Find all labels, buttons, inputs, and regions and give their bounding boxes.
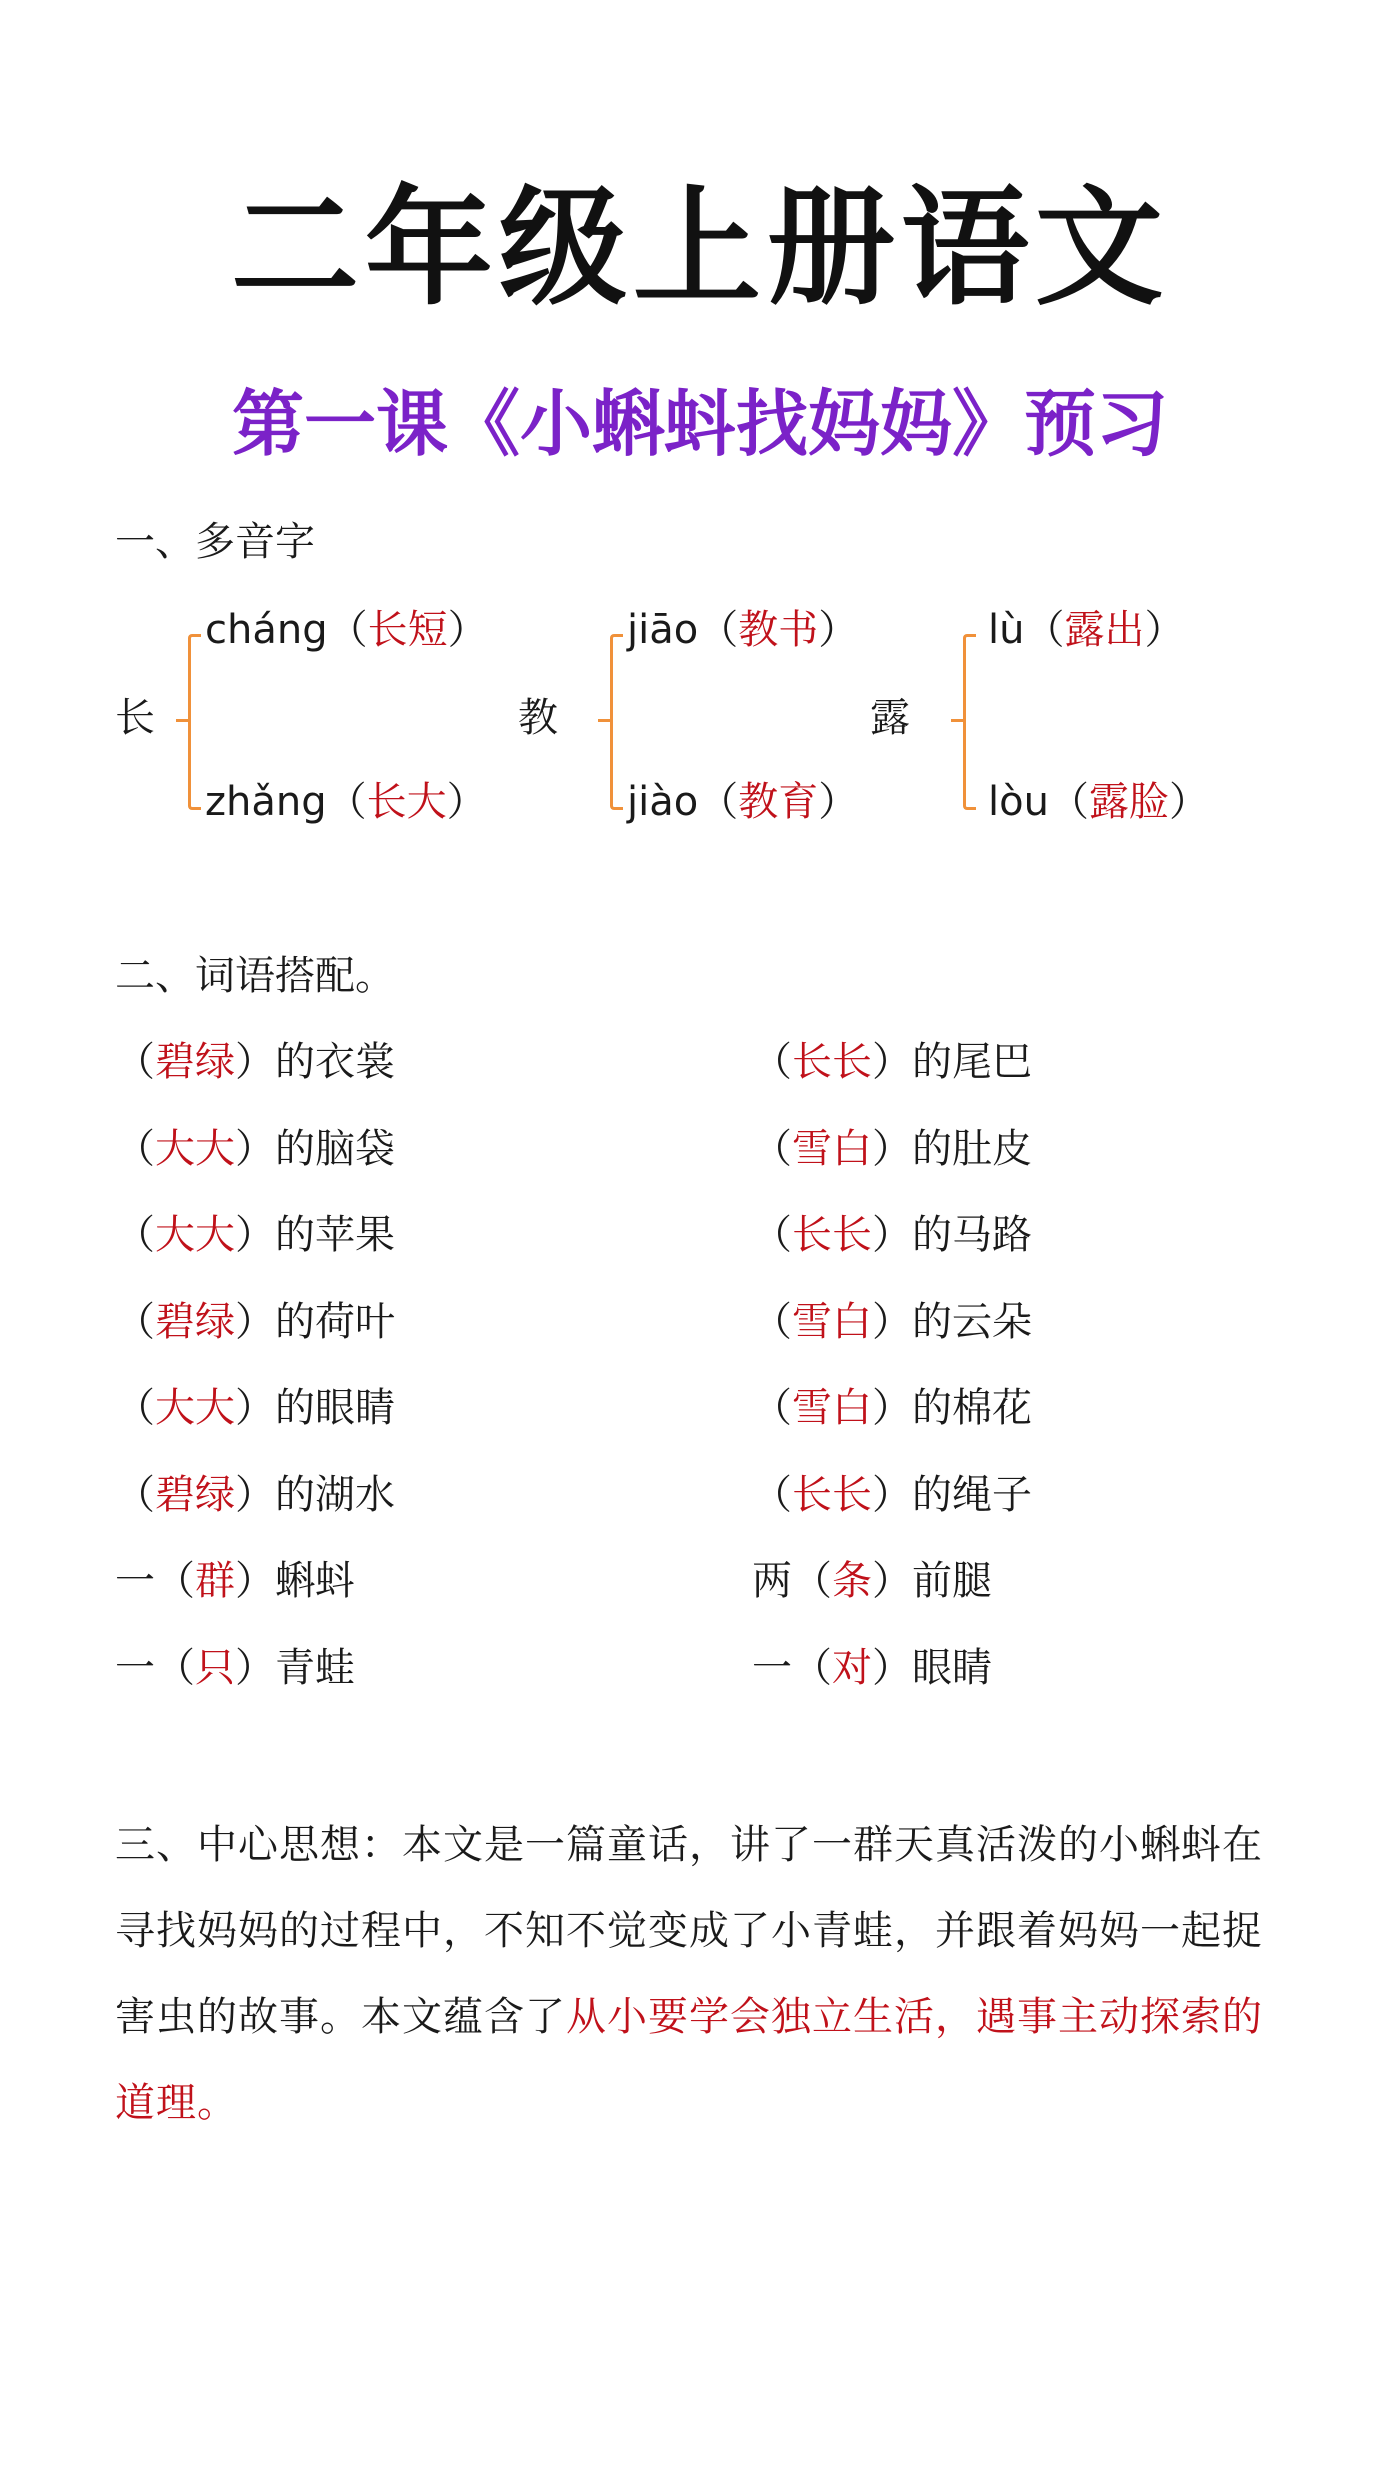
example-word: 长大 xyxy=(366,779,447,825)
polyphone-char: 长 xyxy=(115,695,155,741)
word-pair-left: （碧绿）的衣裳 xyxy=(115,1039,395,1085)
section2-heading: 二、词语搭配。 xyxy=(115,953,395,999)
example-word: 露脸 xyxy=(1088,779,1169,825)
pair-suffix: 的湖水 xyxy=(275,1471,395,1518)
pair-suffix: 的尾巴 xyxy=(912,1039,1032,1085)
reading-2: lòu（露脸） xyxy=(988,779,1209,825)
reading-2: zhǎng（长大） xyxy=(205,779,487,825)
pair-prefix: 一 xyxy=(115,1644,155,1691)
word-pair-right: （雪白）的棉花 xyxy=(752,1385,1032,1431)
word-pair-left: 一（只）青蛙 xyxy=(115,1644,355,1691)
pair-answer: 雪白 xyxy=(792,1298,872,1345)
word-pair-right: （长长）的马路 xyxy=(752,1212,1032,1258)
polyphone-char: 露 xyxy=(870,695,910,741)
pair-answer: 条 xyxy=(832,1558,872,1604)
pair-answer: 只 xyxy=(195,1644,235,1691)
pair-answer: 大大 xyxy=(155,1385,235,1431)
reading-2: jiào（教育） xyxy=(627,779,859,825)
pair-prefix: 一 xyxy=(752,1644,792,1691)
pair-suffix: 的衣裳 xyxy=(275,1039,395,1085)
pair-suffix: 的荷叶 xyxy=(275,1298,395,1345)
pair-suffix: 的棉花 xyxy=(912,1385,1032,1431)
pair-answer: 群 xyxy=(195,1558,235,1604)
pair-suffix: 的苹果 xyxy=(275,1212,395,1258)
central-idea-text: 三、中心思想：本文是一篇童话，讲了一群天真活泼的小蝌蚪在寻找妈妈的过程中，不知不觉变成了小青蛙，并跟着妈妈一起捉害虫的故事。本文蕴含了 xyxy=(115,1822,1263,2040)
section1-heading: 一、多音字 xyxy=(115,519,315,565)
reading-1: lù（露出） xyxy=(988,607,1185,653)
word-pair-left: （大大）的苹果 xyxy=(115,1212,395,1258)
word-pair-right: （长长）的绳子 xyxy=(752,1471,1032,1518)
lesson-subtitle: 第一课《小蝌蚪找妈妈》预习 xyxy=(231,382,1168,466)
pair-suffix: 前腿 xyxy=(912,1558,992,1604)
word-pair-right: （长长）的尾巴 xyxy=(752,1039,1032,1085)
pair-answer: 雪白 xyxy=(792,1125,872,1172)
pinyin: jiāo xyxy=(627,607,699,653)
pinyin: cháng xyxy=(205,607,328,653)
word-pair-left: （碧绿）的荷叶 xyxy=(115,1298,395,1345)
pair-answer: 大大 xyxy=(155,1125,235,1172)
pinyin: lù xyxy=(988,607,1025,653)
bracket-icon xyxy=(188,634,201,810)
pair-suffix: 的云朵 xyxy=(912,1298,1032,1345)
example-word: 教育 xyxy=(738,779,819,825)
pair-answer: 对 xyxy=(832,1644,872,1691)
pair-prefix: 两 xyxy=(752,1558,792,1604)
example-word: 教书 xyxy=(738,607,819,653)
pinyin: zhǎng xyxy=(205,779,327,825)
pair-answer: 碧绿 xyxy=(155,1298,235,1345)
word-pair-right: 两（条）前腿 xyxy=(752,1558,992,1604)
page-title: 二年级上册语文 xyxy=(230,174,1169,323)
word-pair-left: 一（群）蝌蚪 xyxy=(115,1558,355,1604)
pinyin: lòu xyxy=(988,779,1049,825)
polyphone-char: 教 xyxy=(518,695,558,741)
pair-answer: 长长 xyxy=(792,1039,872,1085)
pair-suffix: 的绳子 xyxy=(912,1471,1032,1518)
pair-suffix: 的肚皮 xyxy=(912,1125,1032,1172)
pair-answer: 碧绿 xyxy=(155,1471,235,1518)
central-idea-paragraph xyxy=(115,1802,1295,2146)
pair-suffix: 的眼睛 xyxy=(275,1385,395,1431)
word-pair-left: （碧绿）的湖水 xyxy=(115,1471,395,1518)
word-pair-right: 一（对）眼睛 xyxy=(752,1644,992,1691)
word-pair-right: （雪白）的云朵 xyxy=(752,1298,1032,1345)
pair-suffix: 的马路 xyxy=(912,1212,1032,1258)
reading-1: jiāo（教书） xyxy=(627,607,859,653)
word-pair-left: （大大）的眼睛 xyxy=(115,1385,395,1431)
pair-suffix: 的脑袋 xyxy=(275,1125,395,1172)
pinyin: jiào xyxy=(627,779,699,825)
pair-prefix: 一 xyxy=(115,1558,155,1604)
pair-answer: 长长 xyxy=(792,1471,872,1518)
example-word: 露出 xyxy=(1064,607,1145,653)
pair-answer: 碧绿 xyxy=(155,1039,235,1085)
word-pair-left: （大大）的脑袋 xyxy=(115,1125,395,1172)
pair-answer: 大大 xyxy=(155,1212,235,1258)
central-idea-moral: 从小要学会独立生活，遇事主动探索的道理。 xyxy=(115,1994,1263,2126)
pair-suffix: 青蛙 xyxy=(275,1644,355,1691)
word-pair-right: （雪白）的肚皮 xyxy=(752,1125,1032,1172)
pair-suffix: 眼睛 xyxy=(912,1644,992,1691)
pair-suffix: 蝌蚪 xyxy=(275,1558,355,1604)
example-word: 长短 xyxy=(367,607,448,653)
pair-answer: 雪白 xyxy=(792,1385,872,1431)
pair-answer: 长长 xyxy=(792,1212,872,1258)
bracket-icon xyxy=(610,634,623,810)
reading-1: cháng（长短） xyxy=(205,607,488,653)
bracket-icon xyxy=(963,634,976,810)
